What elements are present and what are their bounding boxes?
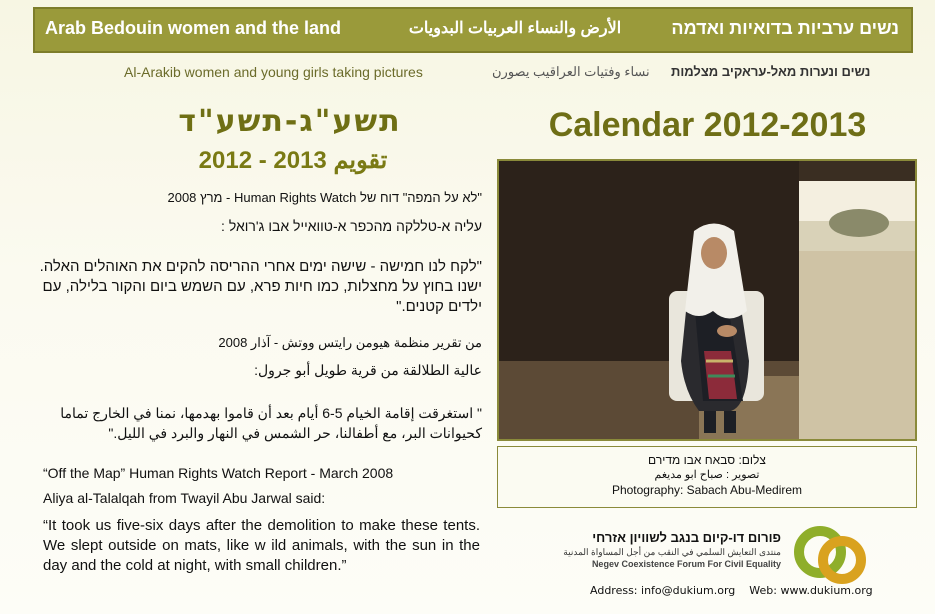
english-speaker-line: Aliya al-Talalqah from Twayil Abu Jarwal said: (43, 490, 326, 506)
website-link[interactable]: www.dukium.org (780, 584, 873, 597)
english-source-line: “Off the Map” Human Rights Watch Report - March 2008 (43, 465, 394, 481)
photo-bedouin-woman-seated (497, 159, 917, 441)
header-hebrew-title: נשים ערביות בדואיות ואדמה (671, 18, 899, 38)
header-english-title: Arab Bedouin women and the land (45, 18, 342, 38)
subtitle-english: Al-Arakib women and young girls taking pictures (124, 64, 423, 80)
arabic-source-line: من تقرير منظمة هيومن رايتس ووتش - آذار 2008 (218, 335, 482, 350)
forum-logo-icon (790, 524, 872, 586)
hebrew-quote: "לקח לנו חמישה - שישה ימים אחרי ההריסה להקים את האוהלים האלה. ישנו בחוץ על מחצלות, כמו חיות פרא, עם השמש ביום והקור בלילה, עם ילדים קטנים." (39, 258, 482, 315)
calendar-title-arabic: تقويم 2013 - 2012 (198, 147, 388, 174)
calendar-title-hebrew: תשע"ג-תשע"ד (178, 104, 402, 139)
hebrew-source-line: "לא על המפה" דוח של Human Rights Watch - מרץ 2008 (167, 190, 482, 205)
web-label: Web: (749, 584, 777, 597)
caption-english: Photography: Sabach Abu-Medirem (611, 483, 803, 497)
header-bar (33, 7, 913, 53)
subtitle-arabic: نساء وفتيات العراقيب يصورن (492, 64, 650, 79)
caption-hebrew: צלום: סבאח אבו מדירם (648, 453, 766, 467)
header-arabic-title: الأرض والنساء العربيات البدويات (408, 20, 622, 37)
english-quote: “It took us five-six days after the demolition to make these tents. We slept outside on mats, like w ild animals, with the sun in the day and the cold at night, with small children.” (43, 517, 480, 574)
subtitle-hebrew: נשים ונערות מאל-עראקיב מצלמות (671, 64, 871, 79)
caption-arabic: تصوير : صباح ابو مديغم (654, 469, 760, 481)
email-link[interactable]: info@dukium.org (641, 584, 736, 597)
arabic-quote: " استغرقت إقامة الخيام 5-6 أيام بعد أن قاموا بهدمها، نمنا في الخارج تماما كحيوانات البر، مع أطفالنا، حر الشمس في النهار والبرد في الليل." (60, 405, 482, 441)
address-label: Address: (590, 584, 638, 597)
contact-footer (590, 584, 910, 597)
logo-text-english: Negev Coexistence Forum For Civil Equality (591, 559, 781, 569)
hebrew-speaker-line: עליה א-טללקה מהכפר א-טוואייל אבו ג'רואל : (221, 218, 482, 234)
photo-image (499, 161, 915, 439)
calendar-title-english: Calendar 2012-2013 (548, 106, 867, 144)
arabic-speaker-line: عالية الطلالقة من قرية طويل أبو جرول: (254, 362, 482, 378)
logo-text-hebrew: פורום דו-קיום בנגב לשוויון אזרחי (592, 530, 781, 545)
logo-text-arabic: منتدى التعايش السلمي في النقب من أجل المساواة المدنية (563, 547, 781, 557)
photo-caption-box (497, 446, 917, 508)
